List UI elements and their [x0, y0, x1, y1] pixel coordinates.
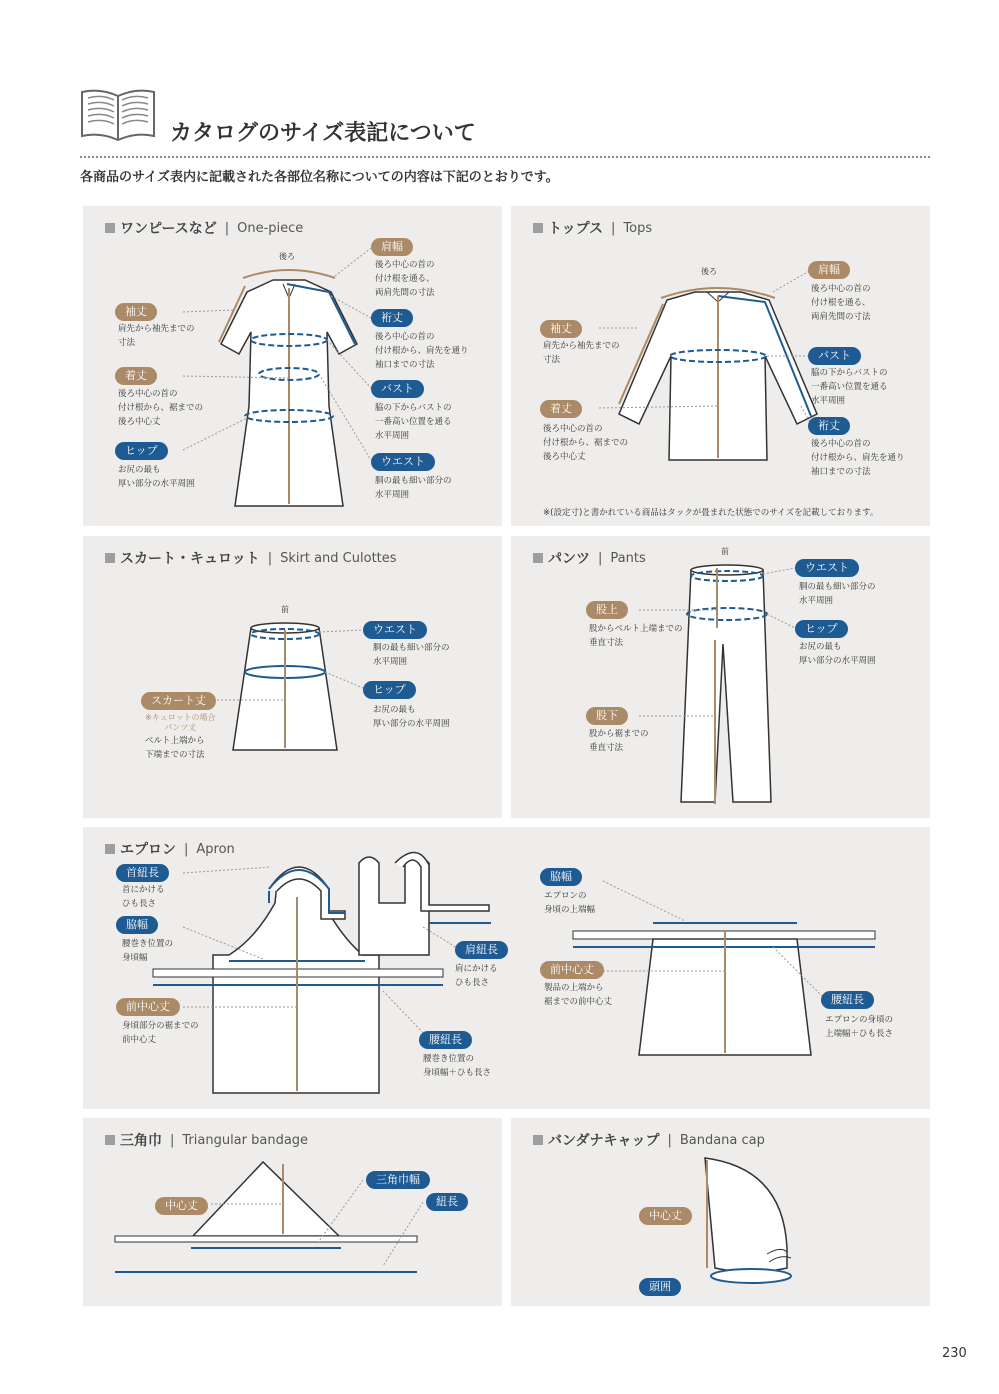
apron-panel	[83, 827, 930, 1109]
kitake-tag: 着丈	[540, 400, 582, 418]
kitake-desc: 後ろ中心の首の 付け根から、裾までの 後ろ中心丈	[118, 389, 204, 427]
page-title: カタログのサイズ表記について	[170, 121, 476, 146]
front-label: 前	[721, 547, 729, 556]
katahaba-desc: 後ろ中心の首の 付け根を通る、 両肩先間の寸法	[375, 260, 435, 298]
triangle-title: 三角巾 | Triangular bandage	[105, 1130, 308, 1150]
page-number: 230	[942, 1346, 967, 1361]
onepiece-title: ワンピースなど | One-piece	[105, 218, 303, 238]
sodetake-desc: 肩先から袖先までの 寸法	[543, 341, 620, 365]
onepiece-panel	[83, 206, 502, 526]
center-length-tag: 前中心丈	[540, 961, 604, 979]
waist-strap-tag: 腰紐長	[419, 1031, 472, 1049]
sodetake-desc: 肩先から袖先までの 寸法	[118, 324, 195, 348]
head-circumference-tag: 頭囲	[639, 1278, 681, 1296]
apron-illustration	[83, 827, 930, 1109]
side-width-tag: 脇幅	[116, 916, 158, 934]
length-desc: ベルト上端から 下端までの寸法	[145, 736, 205, 760]
bandana-title: バンダナキャップ | Bandana cap	[533, 1130, 765, 1150]
tops-footnote: ※(設定寸)と書かれている商品はタックが畳まれた状態でのサイズを記載しております。	[543, 508, 879, 518]
waist-tag: ウエスト	[371, 453, 435, 471]
katahaba-desc: 後ろ中心の首の 付け根を通る、 両肩先間の寸法	[811, 284, 871, 322]
side-width-tag: 脇幅	[540, 868, 582, 886]
bandana-panel	[511, 1118, 930, 1306]
back-label: 後ろ	[279, 252, 295, 261]
intro-text: 各商品のサイズ表内に記載された各部位名称についての内容は下記のとおりです。	[80, 170, 559, 185]
rise-desc: 股からベルト上端までの 垂直寸法	[589, 624, 683, 648]
bust-tag: バスト	[808, 347, 861, 365]
back-label: 後ろ	[701, 267, 717, 276]
bandana-illustration	[511, 1118, 930, 1306]
yukitake-desc: 後ろ中心の首の 付け根から、肩先を通り 袖口までの寸法	[375, 332, 469, 370]
yukitake-tag: 裄丈	[808, 417, 850, 435]
neck-strap-desc: 首にかける ひも長さ	[122, 885, 165, 909]
triangle-illustration	[83, 1118, 502, 1306]
sodetake-tag: 袖丈	[540, 320, 582, 338]
tops-panel	[511, 206, 930, 526]
skirt-panel	[83, 536, 502, 818]
skirt-title: スカート・キュロット | Skirt and Culottes	[105, 548, 397, 568]
sodetake-tag: 袖丈	[115, 303, 157, 321]
open-book-icon	[80, 86, 156, 144]
bust-desc: 脇の下からバストの 一番高い位置を通る 水平周囲	[811, 368, 888, 406]
side-width-desc: エプロンの 身頃の上端幅	[544, 891, 596, 915]
shoulder-strap-desc: 肩にかける ひも長さ	[455, 964, 498, 988]
triangle-panel	[83, 1118, 502, 1306]
katahaba-tag: 肩幅	[371, 238, 413, 256]
kitake-desc: 後ろ中心の首の 付け根から、裾までの 後ろ中心丈	[543, 424, 629, 462]
waist-strap-tag: 腰紐長	[821, 991, 874, 1009]
hip-desc: お尻の最も 厚い部分の水平周囲	[373, 705, 450, 729]
apron-title: エプロン | Apron	[105, 839, 235, 859]
waist-strap-desc: 腰巻き位置の 身頃幅＋ひも長さ	[423, 1054, 492, 1078]
waist-desc: 胴の最も細い部分の 水平周囲	[375, 476, 452, 500]
divider	[80, 156, 930, 158]
front-label: 前	[281, 605, 289, 614]
neck-strap-tag: 首紐長	[116, 864, 169, 882]
pants-illustration	[511, 536, 930, 818]
bust-desc: 脇の下からバストの 一番高い位置を通る 水平周囲	[375, 403, 452, 441]
waist-strap-desc: エプロンの身頃の 上端幅＋ひも長さ	[825, 1015, 894, 1039]
center-length-tag: 中心丈	[155, 1197, 208, 1215]
shoulder-strap-tag: 肩紐長	[455, 941, 508, 959]
culottes-note: ※キュロットの場合 パンツ丈	[145, 713, 216, 732]
inseam-tag: 股下	[586, 707, 628, 725]
kitake-tag: 着丈	[115, 367, 157, 385]
waist-tag: ウエスト	[363, 621, 427, 639]
bust-tag: バスト	[371, 380, 424, 398]
inseam-desc: 股から裾までの 垂直寸法	[589, 729, 649, 753]
center-length-tag: 中心丈	[639, 1207, 692, 1225]
page-header	[80, 86, 930, 146]
triangle-width-tag: 三角巾幅	[366, 1171, 430, 1189]
waist-desc: 胴の最も細い部分の 水平周囲	[373, 643, 450, 667]
pants-panel	[511, 536, 930, 818]
string-length-tag: 紐長	[426, 1193, 468, 1211]
rise-tag: 股上	[586, 601, 628, 619]
pants-title: パンツ | Pants	[533, 548, 646, 568]
yukitake-desc: 後ろ中心の首の 付け根から、肩先を通り 袖口までの寸法	[811, 439, 905, 477]
skirt-illustration	[83, 536, 502, 818]
length-tag: スカート丈	[141, 692, 216, 710]
waist-desc: 胴の最も細い部分の 水平周囲	[799, 582, 876, 606]
waist-tag: ウエスト	[795, 559, 859, 577]
yukitake-tag: 裄丈	[371, 309, 413, 327]
hip-tag: ヒップ	[363, 681, 416, 699]
katahaba-tag: 肩幅	[808, 261, 850, 279]
tops-title: トップス | Tops	[533, 218, 652, 238]
hip-tag: ヒップ	[115, 442, 168, 460]
hip-tag: ヒップ	[795, 620, 848, 638]
center-length-desc: 身頃部分の裾までの 前中心丈	[122, 1021, 199, 1045]
center-length-desc: 製品の上端から 裾までの前中心丈	[544, 983, 613, 1007]
side-width-desc: 腰巻き位置の 身頃幅	[122, 939, 174, 963]
center-length-tag: 前中心丈	[116, 998, 180, 1016]
hip-desc: お尻の最も 厚い部分の水平周囲	[799, 642, 876, 666]
hip-desc: お尻の最も 厚い部分の水平周囲	[118, 465, 195, 489]
